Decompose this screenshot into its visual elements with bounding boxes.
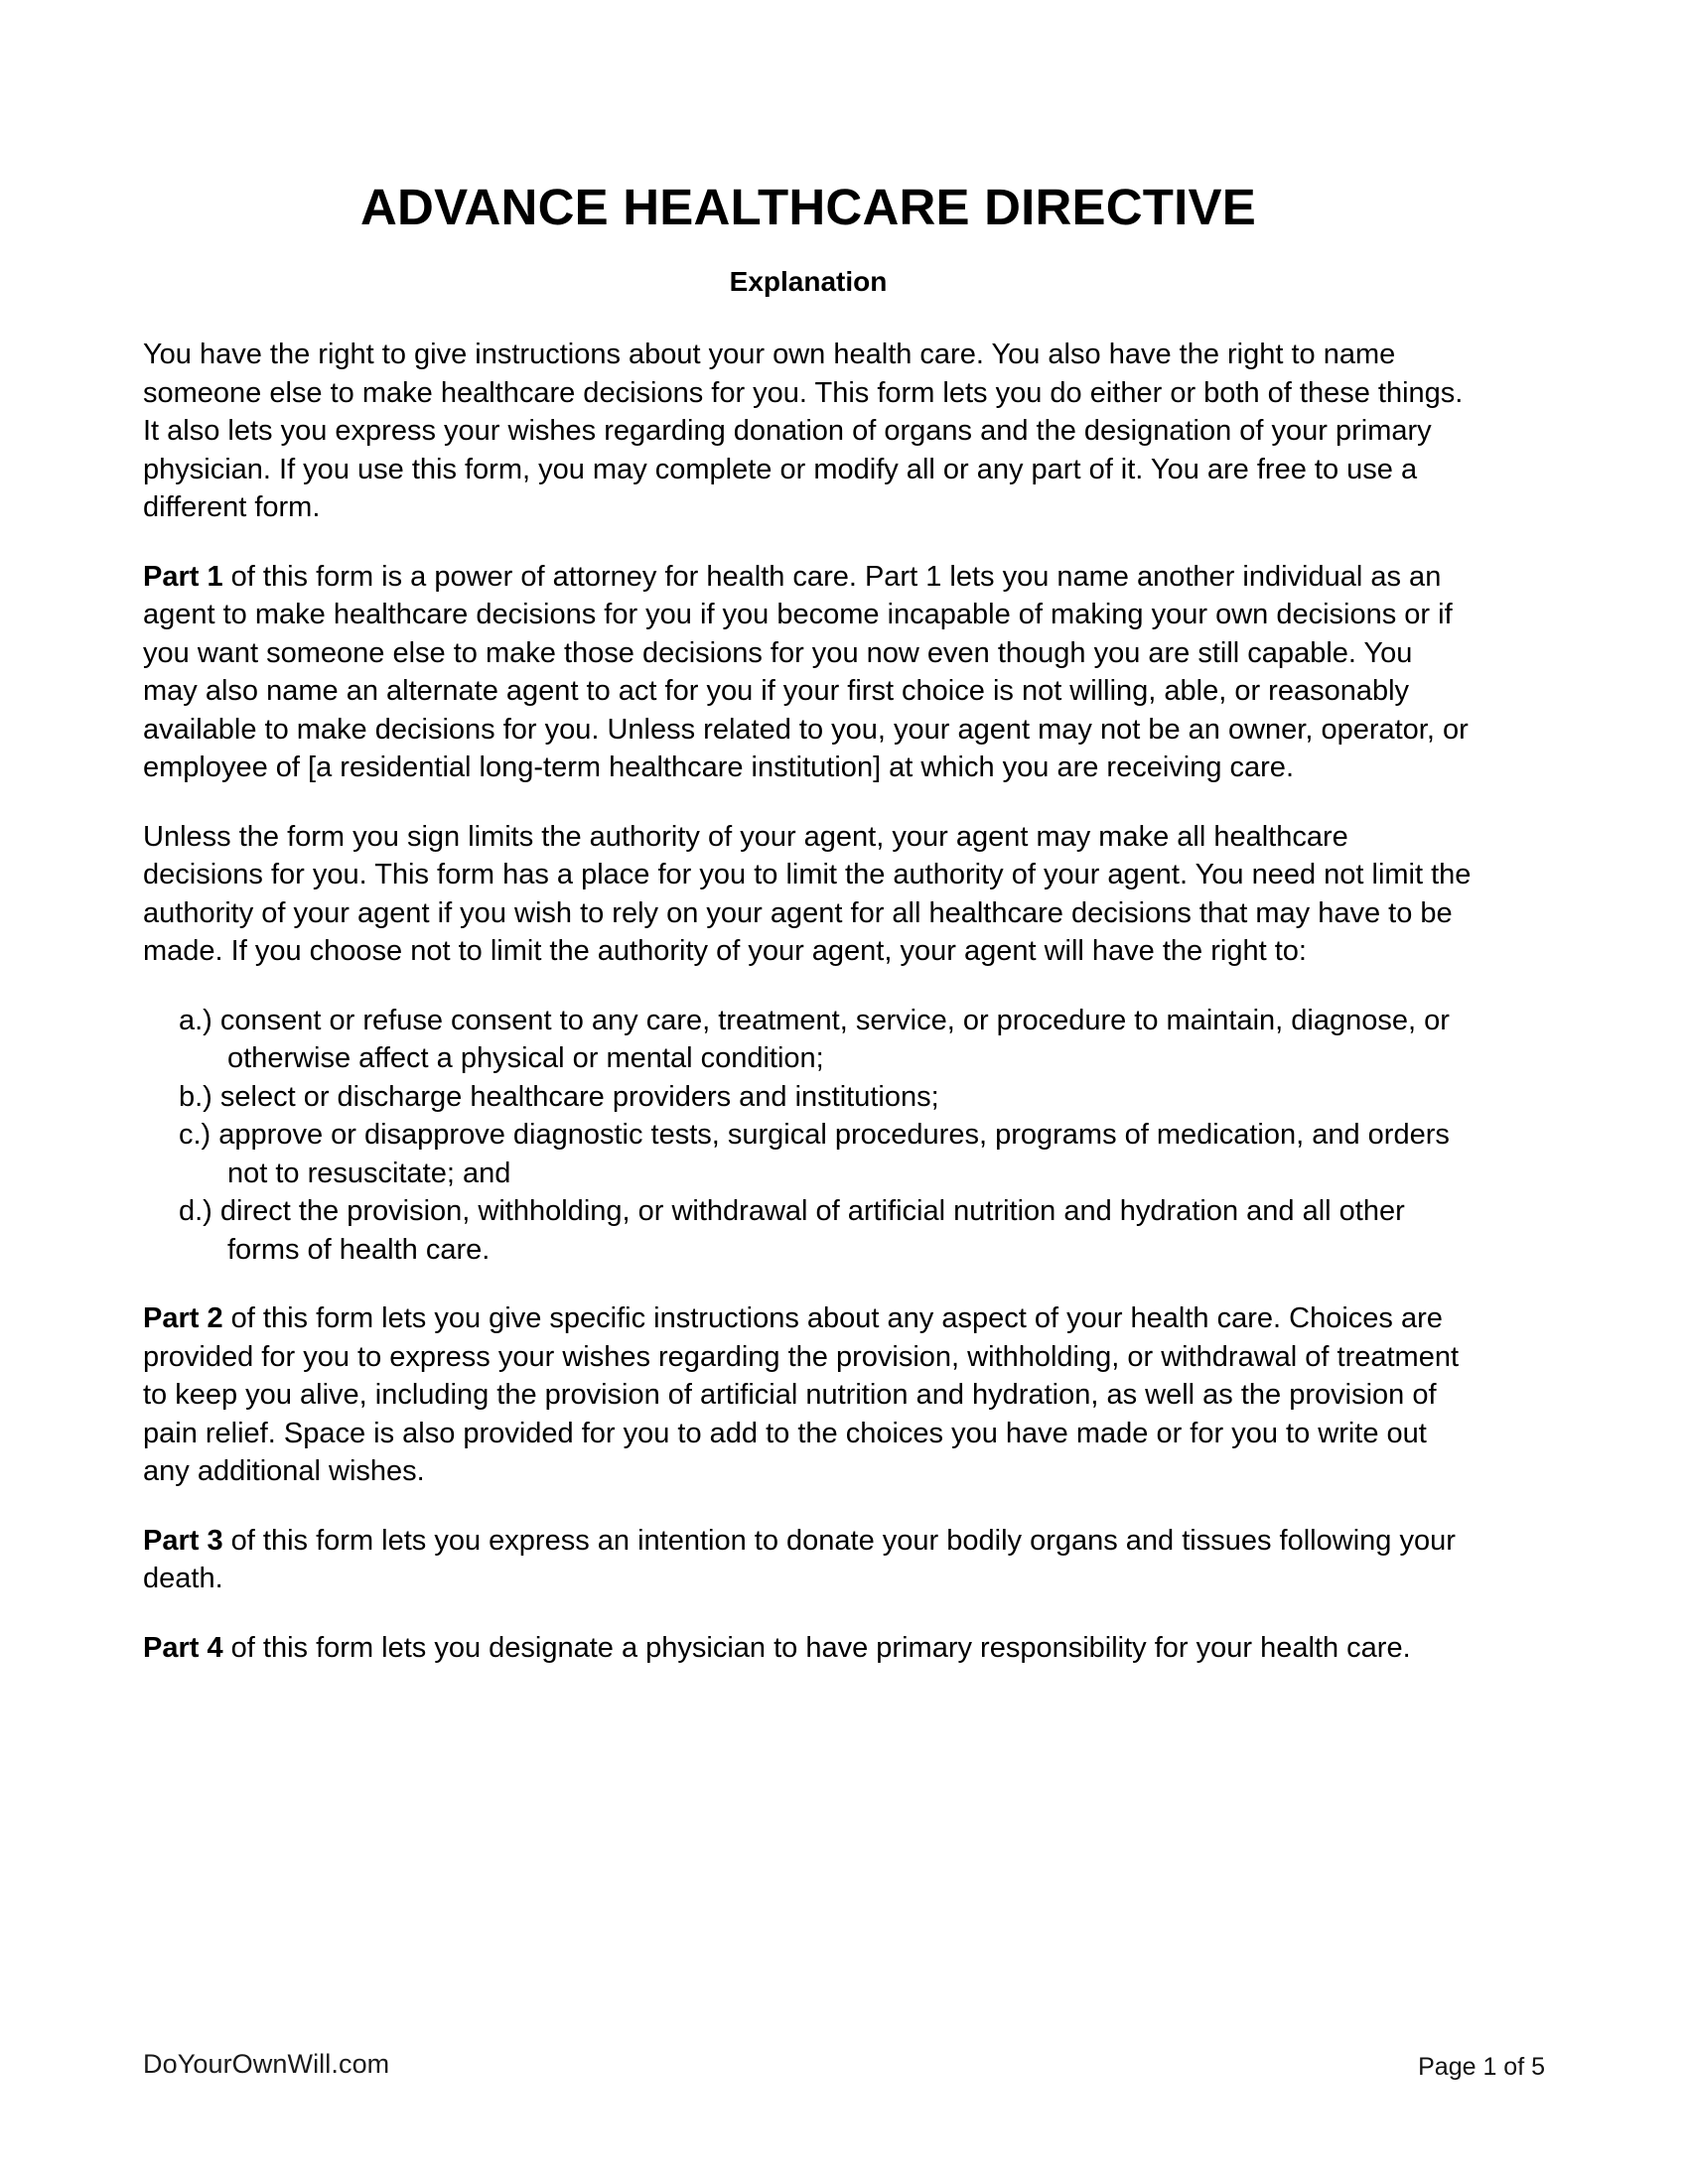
part-1-label: Part 1 bbox=[143, 560, 223, 593]
paragraph-agent-authority: Unless the form you sign limits the authority of your agent, your agent may make all healthcare decisions for you. This form has a place for you to limit the authority of your agent. You need not limit the authority of your agent if you wish to rely on your agent for all healthcare decisions that may have to be made. If you choose not to limit the authority of your agent, your agent will have the right to: bbox=[143, 820, 1472, 968]
part-4-label: Part 4 bbox=[143, 1631, 223, 1664]
explanation-body bbox=[143, 297, 1474, 1667]
part-3-text: of this form lets you express an intention to donate your bodily organs and tissues following your death. bbox=[143, 1524, 1456, 1595]
footer-page-number: Page 1 of 5 bbox=[1418, 2053, 1545, 2081]
list-item: d.) direct the provision, withholding, or withdrawal of artificial nutrition and hydration and all other forms of health care. bbox=[179, 1195, 1405, 1266]
agent-rights-list bbox=[143, 1002, 1474, 1270]
list-item: a.) consent or refuse consent to any care, treatment, service, or procedure to maintain, diagnose, or otherwise affect a physical or mental condition; bbox=[179, 1004, 1450, 1075]
part-1-text: of this form is a power of attorney for health care. Part 1 lets you name another individual as an agent to make healthcare decisions for you if you become incapable of making your own decisions or if you want someone else to make those decisions for you now even though you are still capable. You may also name an alternate agent to act for you if your first choice is not willing, able, or reasonably available to make decisions for you. Unless related to you, your agent may not be an owner, operator, or employee of [a residential long-term healthcare institution] at which you are receiving care. bbox=[143, 560, 1469, 784]
section-heading-explanation: Explanation bbox=[729, 265, 888, 297]
part-2-text: of this form lets you give specific instructions about any aspect of your health care. Choices are provided for you to express your wishes regarding the provision, withholding, or withdrawal of treatment to keep you alive, including the provision of artificial nutrition and hydration, as well as the provision of pain relief. Space is also provided for you to add to the choices you have made or for you to write out any additional wishes. bbox=[143, 1302, 1460, 1488]
list-item: b.) select or discharge healthcare providers and institutions; bbox=[179, 1080, 939, 1113]
part-4-text: of this form lets you designate a physician to have primary responsibility for your health care. bbox=[222, 1631, 1411, 1664]
part-2-label: Part 2 bbox=[143, 1302, 223, 1335]
paragraph-part-2 bbox=[143, 1299, 1474, 1491]
paragraph-intro: You have the right to give instructions about your own health care. You also have the right to name someone else to make healthcare decisions for you. This form lets you do either or both of these things. It also lets you express your wishes regarding donation of organs and the designation of your primary physician. If you use this form, you may complete or modify all or any part of it. You are free to use a different form. bbox=[143, 339, 1464, 524]
paragraph-part-1 bbox=[143, 558, 1474, 787]
page-footer bbox=[143, 2047, 1545, 2087]
list-item: c.) approve or disapprove diagnostic tests, surgical procedures, programs of medication, and orders not to resuscitate; and bbox=[179, 1119, 1450, 1189]
footer-brand-label: DoYourOwnWill.com bbox=[143, 2049, 390, 2079]
paragraph-part-3 bbox=[143, 1522, 1474, 1598]
part-3-label: Part 3 bbox=[143, 1524, 223, 1557]
document-content bbox=[143, 0, 1474, 1667]
page-title: ADVANCE HEALTHCARE DIRECTIVE bbox=[360, 179, 1256, 235]
paragraph-part-4 bbox=[143, 1629, 1474, 1668]
